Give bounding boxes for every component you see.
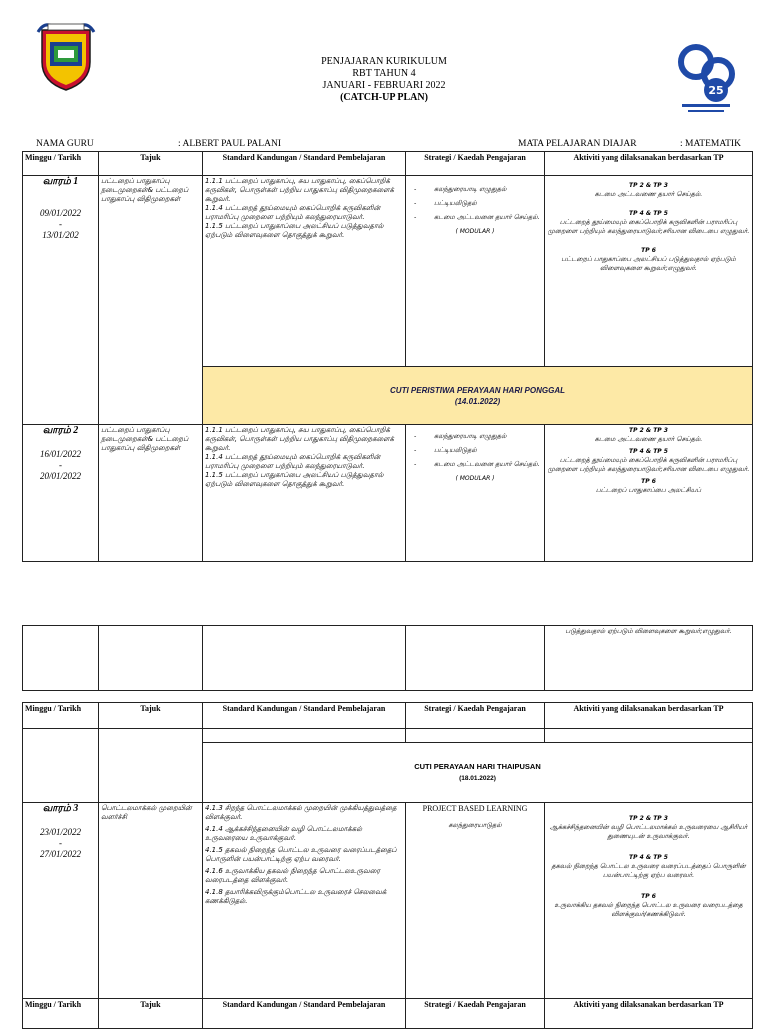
week2-date-start: 16/01/2022 [39, 449, 81, 459]
week1-standard-1: 1.1.1 பட்டறைப் பாதுகாப்பு, சுய பாதுகாப்பு, கைப்பொறிக் கருவிகள், பொருள்கள் பற்றிய பாதுகாப்பு விதிமுறைகளைக் கூறுவர். [205, 177, 395, 203]
continuation-week [23, 626, 99, 691]
week3-standard-1: 4.1.3 சிறந்த பொட்டலமாக்கல் முறையின் முக்கியத்துவத்தை விளக்குவர். [205, 804, 397, 821]
week3-standard-2: 4.1.4 ஆக்கச்சிந்தனையின் வழி பொட்டலமாக்கல் உருவரையை உருவாக்குவர். [205, 825, 363, 842]
week1-activity-2: பட்டறைத் தூய்மையும் கைப்பொறிக் கருவிகளின் பராமரிப்பு முறைளை பற்றியும் கலந்துரையாடுவர்;சரியான விடைபை எழுதுவர். [547, 218, 750, 235]
week2-cell [23, 425, 99, 562]
week3-activity-3: உருவாக்கிய தகவல் நிறைந்த பொட்டல உருவரை வரைபடத்தை விளக்குவர்/கணக்கிடுவர். [554, 901, 743, 918]
week1-date-start: 09/01/2022 [39, 208, 81, 218]
week3-tp-3: TP 6 [641, 893, 656, 900]
subject-value: : MATEMATIK [680, 139, 741, 149]
week3-date-start: 23/01/2022 [39, 827, 81, 837]
col-strategy-3: Strategi / Kaedah Pengajaran [406, 999, 545, 1029]
week3-topic: பொட்டலமாக்கல் முறையின் வளர்ச்சி [99, 803, 203, 999]
week2-dash: - [59, 460, 62, 470]
week1-standard-2: 1.1.4 பட்டறைத் தூய்மையும் கைப்பொறிக் கருவிகளின் பராமரிப்பு முறைளை பற்றியும் கலந்துரையாடுவர். [205, 204, 381, 221]
week3-standard-4: 4.1.6 உருவாக்கிய தகவல் நிறைந்த பொட்டலஉருவரை வரைபடத்தை விளக்குவர். [205, 867, 380, 884]
spacer-activity [545, 729, 753, 743]
week3-strategy [406, 803, 545, 999]
week2-tp-3: TP 6 [641, 478, 656, 485]
title-line-2: RBT TAHUN 4 [352, 68, 416, 79]
col-standard-3: Standard Kandungan / Standard Pembelajaran [203, 999, 406, 1029]
continuation-row [23, 626, 753, 691]
week3-date-end: 27/01/2022 [39, 849, 81, 859]
spacer-standard [203, 729, 406, 743]
week1-strategy-1: - கலந்துரையாடி எழுதுதல் [434, 185, 542, 194]
week2-strategy-1: - கலந்துரையாடி எழுதுதல் [434, 432, 542, 441]
col-week-3: Minggu / Tarikh [23, 999, 99, 1029]
holiday2-line1: CUTI PERAYAAN HARI THAIPUSAN [414, 761, 541, 771]
week1-tp-1: TP 2 & TP 3 [629, 182, 668, 189]
week2-tp-1: TP 2 & TP 3 [629, 427, 668, 434]
week1-dash: - [59, 219, 62, 229]
week3-tp-2: TP 4 & TP 5 [629, 854, 668, 861]
col-strategy: Strategi / Kaedah Pengajaran [406, 152, 545, 176]
week3-activity-2: தகவல் நிறைந்த பொட்டல உருவரை வரைப்படத்தைப் பொருளின் பயன்பாட்டிற்கு ஏற்ப வரைவர். [551, 862, 746, 879]
header-row-3 [23, 999, 753, 1029]
week3-standards [203, 803, 406, 999]
week1-strategy [406, 176, 545, 367]
week3-cell [23, 803, 99, 999]
week2-tp-2: TP 4 & TP 5 [629, 448, 668, 455]
week1-tp-3: TP 6 [641, 247, 656, 254]
week2-modular: ( MODULAR ) [455, 475, 495, 482]
week1-modular: ( MODULAR ) [455, 228, 495, 235]
subject-label: MATA PELAJARAN DIAJAR [518, 139, 637, 149]
week3-standard-3: 4.1.5 தகவல் நிறைந்த பொட்டல உருவரை வரைப்படத்தைப் பொருளின் பயன்பாட்டிற்கு ஏற்ப வரைவர். [205, 846, 397, 863]
week2-activity-continued: படுத்துவதால் ஏற்படும் விளைவுகளை கூறுவர்;எழுதுவர். [565, 627, 732, 635]
week1-activities [545, 176, 753, 367]
col-activity-3: Aktiviti yang dilaksanakan berdasarkan TP [545, 999, 753, 1029]
scheme-table-2 [22, 702, 753, 1029]
week2-standard-1: 1.1.1 பட்டறைப் பாதுகாப்பு, சுய பாதுகாப்பு, கைப்பொறிக் கருவிகள், பொருள்கள் பற்றிய பாதுகாப்பு விதிமுறைகளைக் கூறுவர். [205, 426, 395, 452]
week1-tp-2: TP 4 & TP 5 [629, 210, 668, 217]
spacer-row [23, 729, 753, 743]
title-line-1: PENJAJARAN KURIKULUM [321, 56, 447, 67]
week1-topic: பட்டறைப் பாதுகாப்பு நடைமுறைகள்& பட்டறைப் பாதுகாப்பு விதிமுறைகள் [99, 176, 203, 425]
week2-topic: பட்டறைப் பாதுகாப்பு நடைமுறைகள்& பட்டறைப் பாதுகாப்பு விதிமுறைகள் [99, 425, 203, 562]
continuation-standard [203, 626, 406, 691]
spacer-topic [99, 729, 203, 803]
week2-label: வாரம் 2 [42, 425, 79, 436]
teacher-label: NAMA GURU [36, 139, 94, 149]
spacer-week [23, 729, 99, 803]
col-topic-3: Tajuk [99, 999, 203, 1029]
holiday1-line1: CUTI PERISTIWA PERAYAAN HARI PONGGAL [390, 385, 565, 395]
week1-standard-3: 1.1.5 பட்டறைப் பாதுகாப்பை அலட்சியப் படுத்துவதால் ஏற்படும் விளைவுகளை தொகுத்துக் கூறுவர். [205, 222, 384, 239]
col-week-2: Minggu / Tarikh [23, 703, 99, 729]
week2-row [23, 425, 753, 562]
holiday1-line2: (14.01.2022) [454, 396, 501, 406]
scheme-table-1 [22, 151, 753, 562]
week2-date-end: 20/01/2022 [39, 471, 81, 481]
week1-label: வாரம் 1 [42, 176, 79, 187]
title-block [0, 56, 768, 104]
week3-strategy-pbl: PROJECT BASED LEARNING [422, 804, 528, 813]
week3-strategy-text: கலந்துரையாடுதல் [448, 821, 502, 829]
spacer-strategy [406, 729, 545, 743]
header-row [23, 152, 753, 176]
week3-standard-5: 4.1.8 தயாரிக்கவிருக்கும்பொட்டல உருவரைச் செலவைக் கணக்கிடுதல். [205, 888, 387, 905]
teacher-name: : ALBERT PAUL PALANI [178, 139, 281, 149]
holiday1-banner [203, 367, 753, 425]
week2-activity-2: பட்டறைத் தூய்மையும் கைப்பொறிக் கருவிகளின் பராமரிப்பு முறைளை பற்றியும் கலந்துரையாடுவர்;சரியான விடைபை எழுதுவர். [547, 456, 750, 473]
week2-standard-2: 1.1.4 பட்டறைத் தூய்மையும் கைப்பொறிக் கருவிகளின் பராமரிப்பு முறைளை பற்றியும் கலந்துரையாடுவர். [205, 453, 381, 470]
col-week: Minggu / Tarikh [23, 152, 99, 176]
continuation-strategy [406, 626, 545, 691]
week3-activity-1: ஆக்கச்சிந்தனையின் வழி பொட்டலமாக்கல் உருவரையை ஆசிரியர் துணையுடன் உருவாக்குவர். [549, 823, 748, 840]
week2-strategy-2: - பட்டியலிடுதல் [434, 446, 542, 455]
week1-cell [23, 176, 99, 425]
week1-strategy-2: - பட்டியலிடுதல் [434, 199, 542, 208]
week2-strategy-3: - கடமை அட்டவனை தயார் செய்தல். [434, 460, 542, 469]
col-strategy-2: Strategi / Kaedah Pengajaran [406, 703, 545, 729]
title-line-4: (CATCH-UP PLAN) [340, 92, 428, 103]
week2-activity-3: பட்டறைப் பாதுகாப்பை அலட்சியப் [595, 486, 702, 494]
week2-standards [203, 425, 406, 562]
continuation-activity [545, 626, 753, 691]
col-activity-2: Aktiviti yang dilaksanakan berdasarkan TP [545, 703, 753, 729]
holiday2-banner [203, 743, 753, 803]
title-line-3: JANUARI - FEBRUARI 2022 [322, 80, 446, 91]
week1-row [23, 176, 753, 367]
continuation-table [22, 625, 753, 691]
week2-standard-3: 1.1.5 பட்டறைப் பாதுகாப்பை அலட்சியப் படுத்துவதால் ஏற்படும் விளைவுகளை தொகுத்துக் கூறுவர். [205, 471, 384, 488]
week3-activities [545, 803, 753, 999]
week3-tp-1: TP 2 & TP 3 [629, 815, 668, 822]
col-standard-2: Standard Kandungan / Standard Pembelajaran [203, 703, 406, 729]
svg-text:25: 25 [708, 84, 724, 97]
week1-strategy-3: - கடமை அட்டவனை தயார் செய்தல். [434, 213, 542, 222]
holiday2-line2: (18.01.2022) [459, 774, 496, 782]
col-topic-2: Tajuk [99, 703, 203, 729]
col-topic: Tajuk [99, 152, 203, 176]
continuation-topic [99, 626, 203, 691]
week2-strategy [406, 425, 545, 562]
week2-activity-1: கடமை அட்டவணை தயார் செய்தல். [594, 435, 703, 443]
week1-standards [203, 176, 406, 367]
col-activity: Aktiviti yang dilaksanakan berdasarkan TP [545, 152, 753, 176]
week1-date-end: 13/01/202 [42, 230, 79, 240]
week1-activity-3: பட்டறைப் பாதுகாப்பை அலட்சியப் படுத்துவதால் ஏற்படும் விளைவுகளை கூறுவர்;எழுதுவர். [561, 255, 736, 272]
col-standard: Standard Kandungan / Standard Pembelajaran [203, 152, 406, 176]
week1-activity-1: கடமை அட்டவணை தயார் செய்தல். [594, 190, 703, 198]
header-row-2 [23, 703, 753, 729]
week3-row [23, 803, 753, 999]
week3-dash: - [59, 838, 62, 848]
week3-label: வாரம் 3 [42, 803, 79, 814]
week2-activities [545, 425, 753, 562]
